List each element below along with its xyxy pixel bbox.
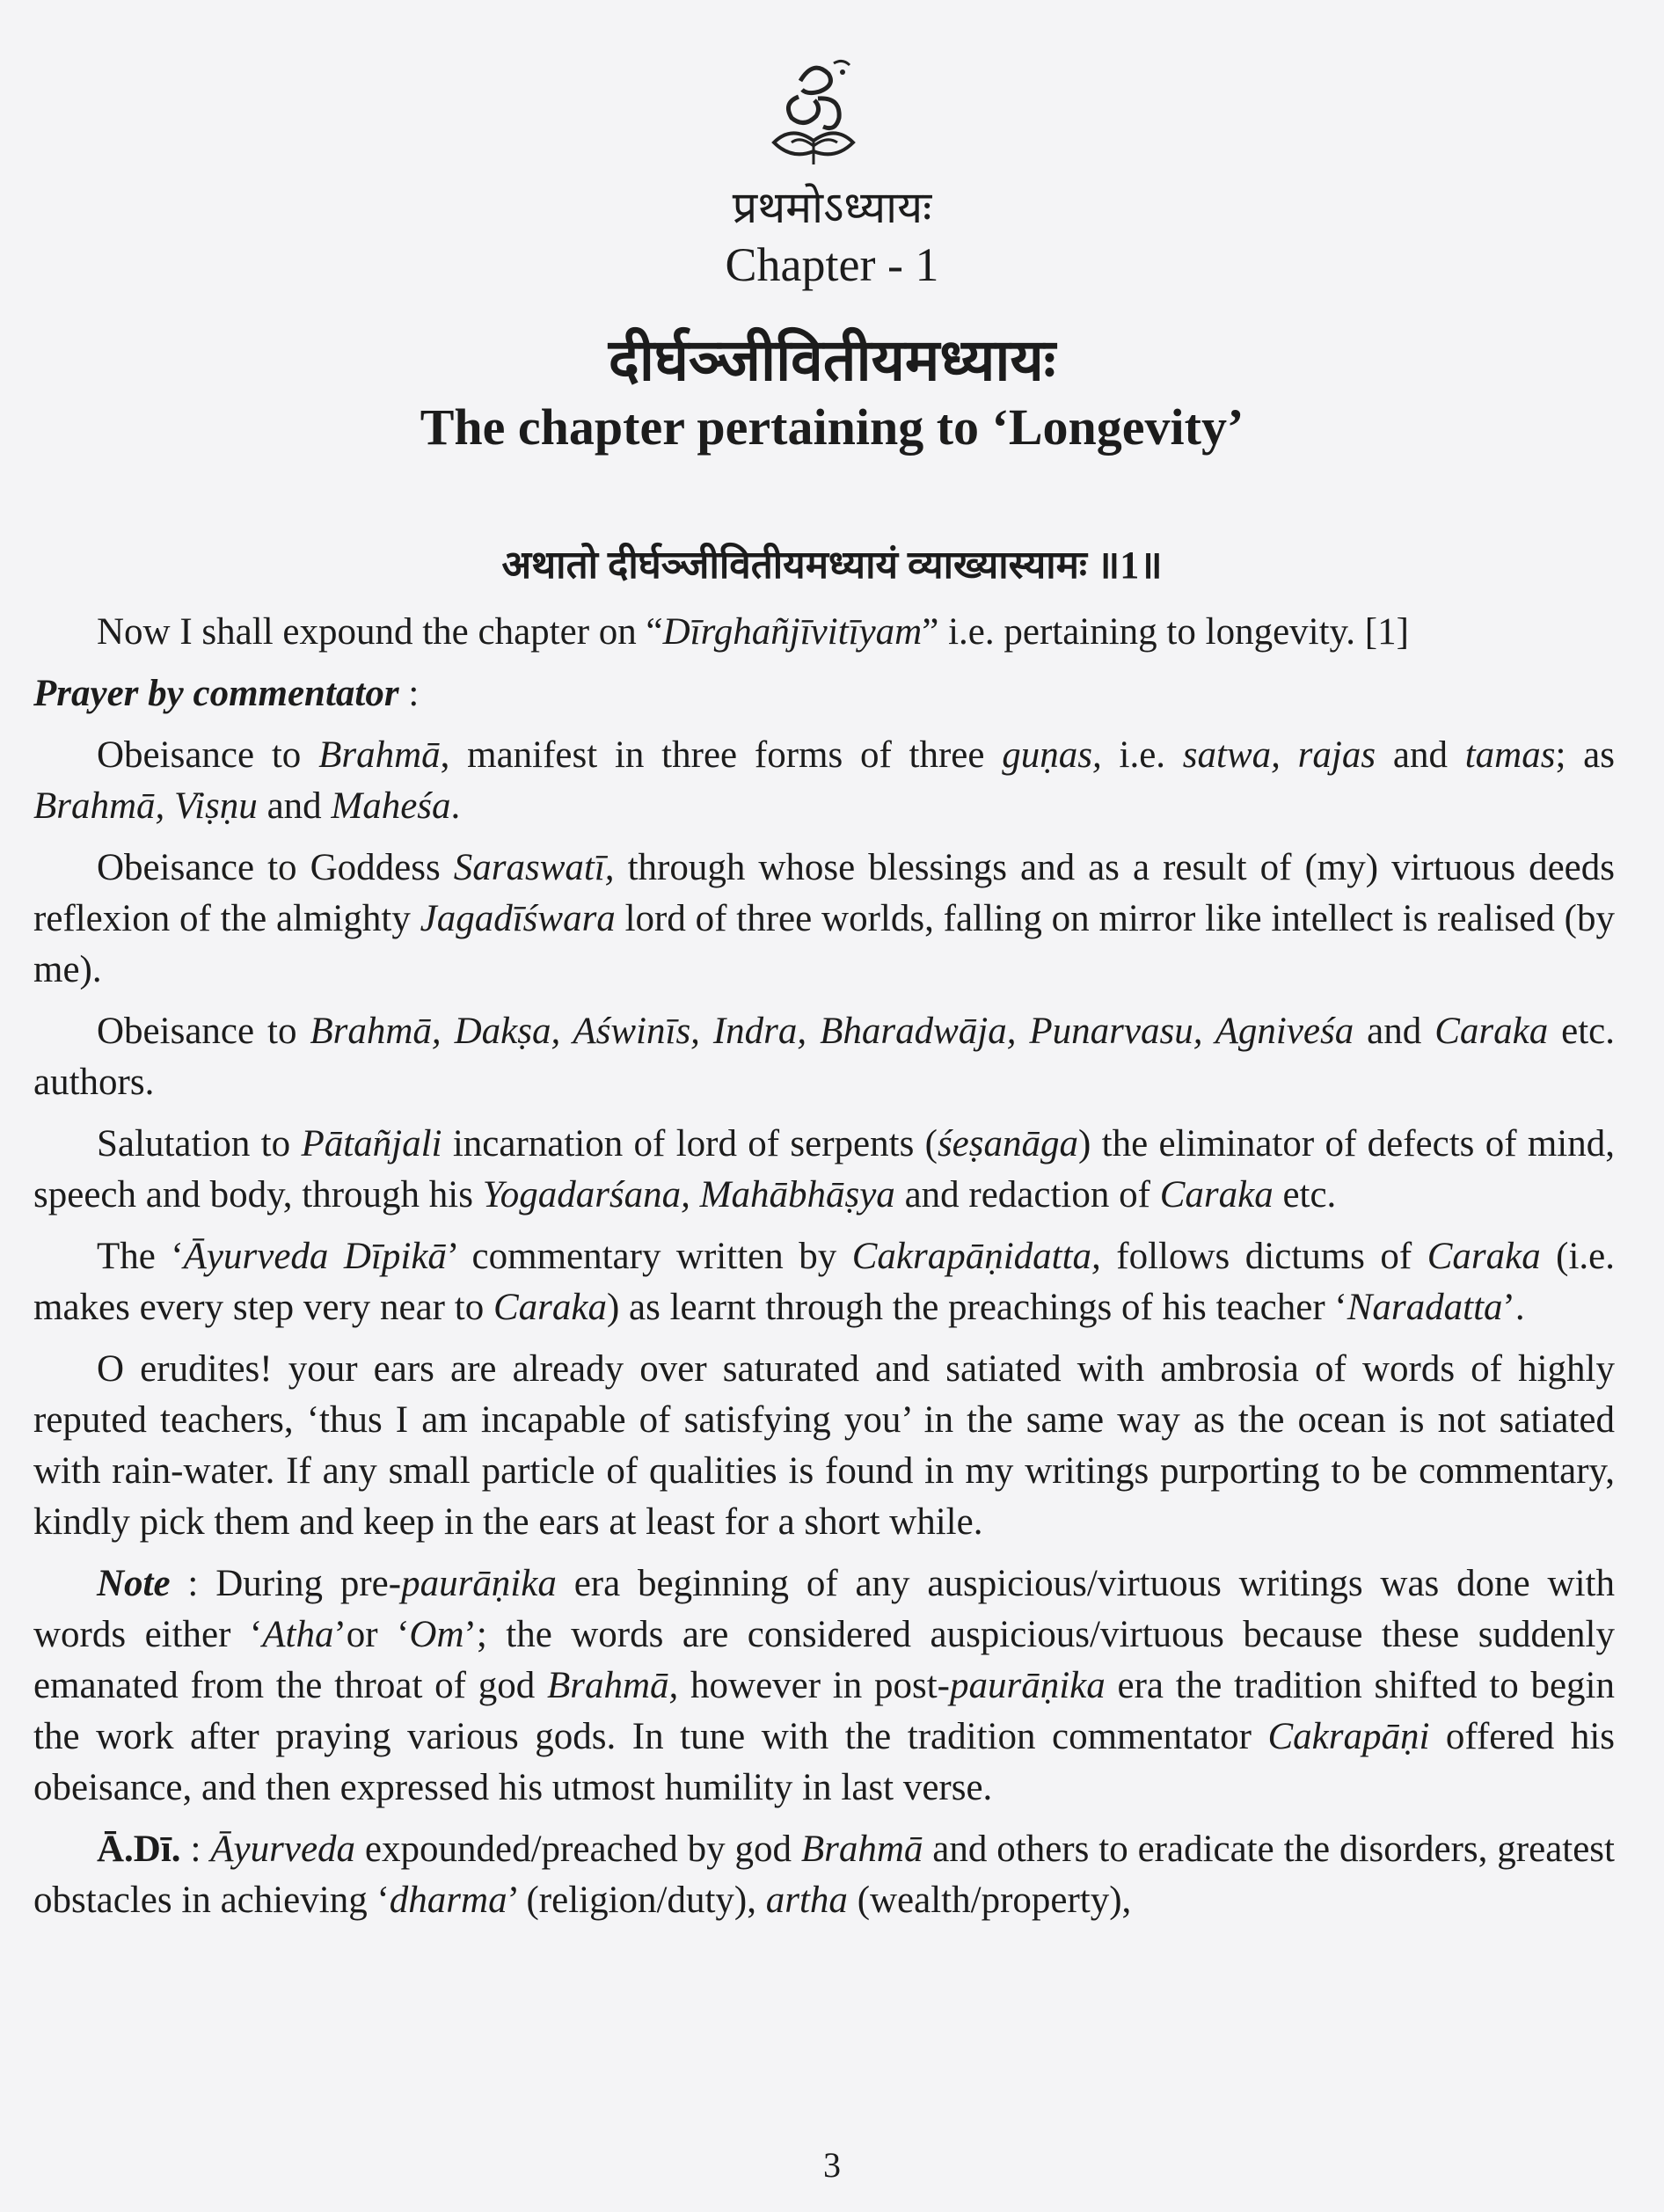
om-lotus-emblem-icon [765, 55, 862, 169]
sanskrit-chapter-heading: प्रथमोऽध्यायः [732, 183, 932, 232]
page-number: 3 [823, 2145, 841, 2185]
salutation-patanjali-paragraph: Salutation to Pātañjali incarnation of lord of serpents (śeṣanāga) the eliminator of defects of mind, speech and body, through his Yogadarśana, Mahābhāṣya and redaction of Caraka etc. [33, 1123, 1615, 1216]
english-chapter-title: The chapter pertaining to ‘Longevity’ [420, 398, 1244, 456]
obeisance-saraswati-paragraph: Obeisance to Goddess Saraswatī, through whose blessings and as a result of (my) virtuous deeds reflexion of the almighty Jagadīśwara lord of three worlds, falling on mirror like intellect is realised (by me). [33, 847, 1615, 990]
chapter-label: Chapter - 1 [725, 238, 939, 291]
obeisance-authors-paragraph: Obeisance to Brahmā, Dakṣa, Aświnīs, Indra, Bharadwāja, Punarvasu, Agniveśa and Caraka etc. authors. [33, 1011, 1615, 1103]
sanskrit-verse: अथातो दीर्घञ्जीवितीयमध्यायं व्याख्यास्यामः ॥1॥ [501, 544, 1163, 587]
adi-paragraph: Ā.Dī. : Āyurveda expounded/preached by god Brahmā and others to eradicate the disorders, greatest obstacles in achieving ‘dharma’ (religion/duty), artha (wealth/property), [33, 1829, 1615, 1921]
sanskrit-chapter-title: दीर्घञ्जीवितीयमध्यायः [608, 329, 1056, 393]
obeisance-brahma-paragraph: Obeisance to Brahmā, manifest in three forms of three guṇas, i.e. satwa, rajas and tamas; as Brahmā, Viṣṇu and Maheśa. [33, 734, 1615, 827]
translation-paragraph: Now I shall expound the chapter on “Dīrghañjīvitīyam” i.e. pertaining to longevity. [1] [97, 611, 1409, 653]
body-text [33, 607, 1615, 1937]
note-paragraph: Note : During pre-paurāṇika era beginning of any auspicious/virtuous writings was done with words either ‘Atha’or ‘Om’; the words are considered auspicious/virtuous because these suddenly emanated from the throat of god Brahmā, however in post-paurāṇika era the tradition shifted to begin the work after praying various gods. In tune with the tradition commentator Cakrapāṇi offered his obeisance, and then expressed his utmost humility in last verse. [33, 1563, 1616, 1808]
commentary-paragraph: The ‘Āyurveda Dīpikā’ commentary written by Cakrapāṇidatta, follows dictums of Caraka (i.e. makes every step very near to Caraka) as learnt through the preachings of his teacher ‘Naradatta’. [33, 1236, 1616, 1328]
prayer-heading: Prayer by commentator : [33, 673, 420, 714]
erudites-paragraph: O erudites! your ears are already over saturated and satiated with ambrosia of words of highly reputed teachers, ‘thus I am incapable of satisfying you’ in the same way as the ocean is not satiated with rain-water. If any small particle of qualities is found in my writings purporting to be commentary, kindly pick them and keep in the ears at least for a short while. [33, 1348, 1615, 1543]
